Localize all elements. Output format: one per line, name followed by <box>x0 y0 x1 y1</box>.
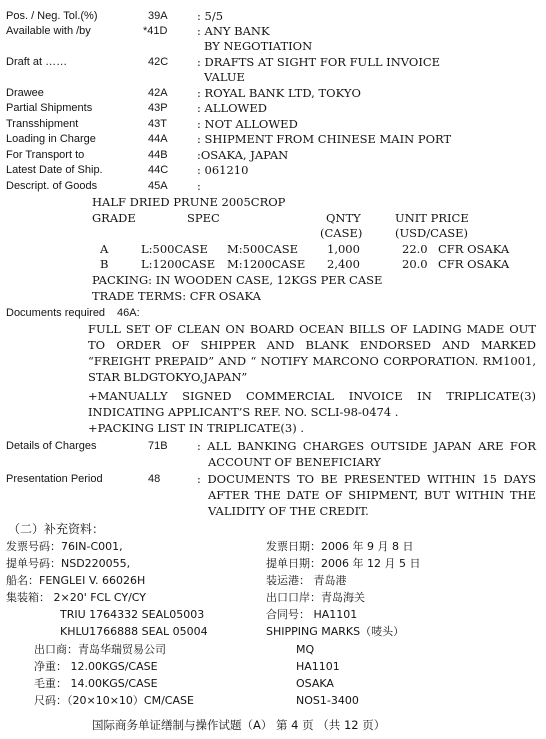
row-price: 22.0 <box>402 242 428 256</box>
packing-line: PACKING: IN WOODEN CASE, 12KGS PER CASE <box>92 273 383 287</box>
field-label: Transshipment <box>6 118 79 130</box>
field-label: Descript. of Goods <box>6 180 98 192</box>
document-line: INDICATING APPLICANT’S REF. NO. SCLI-98-0474 . <box>88 405 399 419</box>
field-tag: 39A <box>148 10 168 22</box>
field-tag: 44C <box>148 164 169 176</box>
field-label: Available with /by <box>6 25 91 37</box>
shipping-marks-label: SHIPPING MARKS（唛头） <box>266 625 405 638</box>
header-spec: SPEC <box>187 211 220 225</box>
field-label: Pos. / Neg. Tol.(%) <box>6 10 98 22</box>
field-value: VALUE <box>204 70 245 84</box>
presentation-line: VALIDITY OF THE CREDIT. <box>208 504 369 518</box>
row-spec-l: L:500CASE <box>141 242 208 256</box>
field-tag: 45A <box>148 180 168 192</box>
bl-no: 提单号码：NSD220055, <box>6 557 131 570</box>
header-qnty-unit: (CASE) <box>320 226 363 240</box>
document-line: +MANUALLY SIGNED COMMERCIAL INVOICE IN TRIPLICATE(3) <box>88 389 536 403</box>
header-unit-price: UNIT PRICE <box>395 211 469 225</box>
field-value: : ALLOWED <box>197 101 267 115</box>
document-line: +PACKING LIST IN TRIPLICATE(3) . <box>88 421 305 435</box>
invoice-date: 发票日期：2006 年 9 月 8 日 <box>266 540 414 553</box>
container-info: 集装箱： 2×20' FCL CY/CY <box>6 591 146 604</box>
trade-terms-line: TRADE TERMS: CFR OSAKA <box>92 289 261 303</box>
field-tag: 42A <box>148 87 168 99</box>
supplement-heading: （二）补充资料： <box>8 522 105 536</box>
exporter: 出口商：青岛华瑞贸易公司 <box>34 643 166 656</box>
export-customs: 出口口岸：青岛海关 <box>266 591 365 604</box>
container-seal: TRIU 1764332 SEAL05003 <box>60 608 205 621</box>
field-value: : ROYAL BANK LTD, TOKYO <box>197 86 361 100</box>
vessel-name: 船名：FENGLEI V. 66026H <box>6 574 146 587</box>
row-qnty: 2,400 <box>327 257 360 271</box>
shipping-mark: NOS1-3400 <box>296 694 359 707</box>
charges-line: : ALL BANKING CHARGES OUTSIDE JAPAN ARE FOR <box>197 439 536 453</box>
document-line: FULL SET OF CLEAN ON BOARD OCEAN BILLS OF LADING MADE OUT <box>88 322 536 336</box>
field-value: : 5/5 <box>197 9 224 23</box>
row-terms: CFR OSAKA <box>438 242 510 256</box>
presentation-line: AFTER THE DATE OF SHIPMENT, BUT WITHIN THE <box>208 488 536 502</box>
row-spec-m: M:1200CASE <box>227 257 306 271</box>
charges-tag: 71B <box>148 440 168 452</box>
document-line: STAR BLDGTOKYO,JAPAN” <box>88 370 248 384</box>
invoice-no: 发票号码：76IN-C001, <box>6 540 123 553</box>
field-value: : ANY BANK <box>197 24 270 38</box>
presentation-tag: 48 <box>148 473 161 485</box>
measurement: 尺码：（20×10×10）CM/CASE <box>34 694 194 707</box>
field-label: For Transport to <box>6 149 85 161</box>
shipping-mark: OSAKA <box>296 677 334 690</box>
field-value: :OSAKA, JAPAN <box>197 148 289 162</box>
field-label: Loading in Charge <box>6 133 96 145</box>
field-tag: 42C <box>148 56 169 68</box>
presentation-line: : DOCUMENTS TO BE PRESENTED WITHIN 15 DAYS <box>197 472 536 486</box>
field-value: : SHIPMENT FROM CHINESE MAIN PORT <box>197 132 452 146</box>
document-line: “FREIGHT PREPAID” AND “ NOTIFY MARCONO CORPORATION. RM1001, <box>88 354 536 368</box>
presentation-label: Presentation Period <box>6 473 103 485</box>
field-tag: 43T <box>148 118 167 130</box>
row-grade: A <box>100 242 109 256</box>
row-terms: CFR OSAKA <box>438 257 510 271</box>
shipping-mark: MQ <box>296 643 315 656</box>
charges-label: Details of Charges <box>6 440 97 452</box>
field-label: Partial Shipments <box>6 102 93 114</box>
documents-label: Documents required <box>6 307 106 319</box>
row-grade: B <box>100 257 109 271</box>
header-qnty: QNTY <box>326 211 361 225</box>
field-label: Draft at …… <box>6 56 68 68</box>
field-value: : 061210 <box>197 163 249 177</box>
gross-weight: 毛重： 14.00KGS/CASE <box>34 677 158 690</box>
row-qnty: 1,000 <box>327 242 360 256</box>
field-value: BY NEGOTIATION <box>204 39 313 53</box>
header-price-unit: (USD/CASE) <box>395 226 469 240</box>
row-price: 20.0 <box>402 257 428 271</box>
contract-no: 合同号： HA1101 <box>266 608 358 621</box>
field-tag: 44A <box>148 133 168 145</box>
row-spec-m: M:500CASE <box>227 242 298 256</box>
field-value: : DRAFTS AT SIGHT FOR FULL INVOICE <box>197 55 441 69</box>
document-line: TO ORDER OF SHIPPER AND BLANK ENDORSED AND MARKED <box>88 338 536 352</box>
net-weight: 净重： 12.00KGS/CASE <box>34 660 158 673</box>
field-value: : <box>197 179 201 193</box>
container-seal: KHLU1766888 SEAL 05004 <box>60 625 208 638</box>
charges-line: ACCOUNT OF BENEFICIARY <box>208 455 381 469</box>
field-tag: *41D <box>143 25 168 37</box>
port-of-loading: 装运港： 青岛港 <box>266 574 347 587</box>
header-grade: GRADE <box>92 211 136 225</box>
documents-tag: 46A: <box>117 307 140 319</box>
field-label: Latest Date of Ship. <box>6 164 103 176</box>
field-tag: 44B <box>148 149 168 161</box>
row-spec-l: L:1200CASE <box>141 257 216 271</box>
field-label: Drawee <box>6 87 44 99</box>
field-value: : NOT ALLOWED <box>197 117 298 131</box>
bl-date: 提单日期：2006 年 12 月 5 日 <box>266 557 421 570</box>
goods-title: HALF DRIED PRUNE 2005CROP <box>92 195 286 209</box>
shipping-mark: HA1101 <box>296 660 340 673</box>
page-footer: 国际商务单证缮制与操作试题（A） 第 4 页 （共 12 页） <box>92 718 386 732</box>
field-tag: 43P <box>148 102 168 114</box>
